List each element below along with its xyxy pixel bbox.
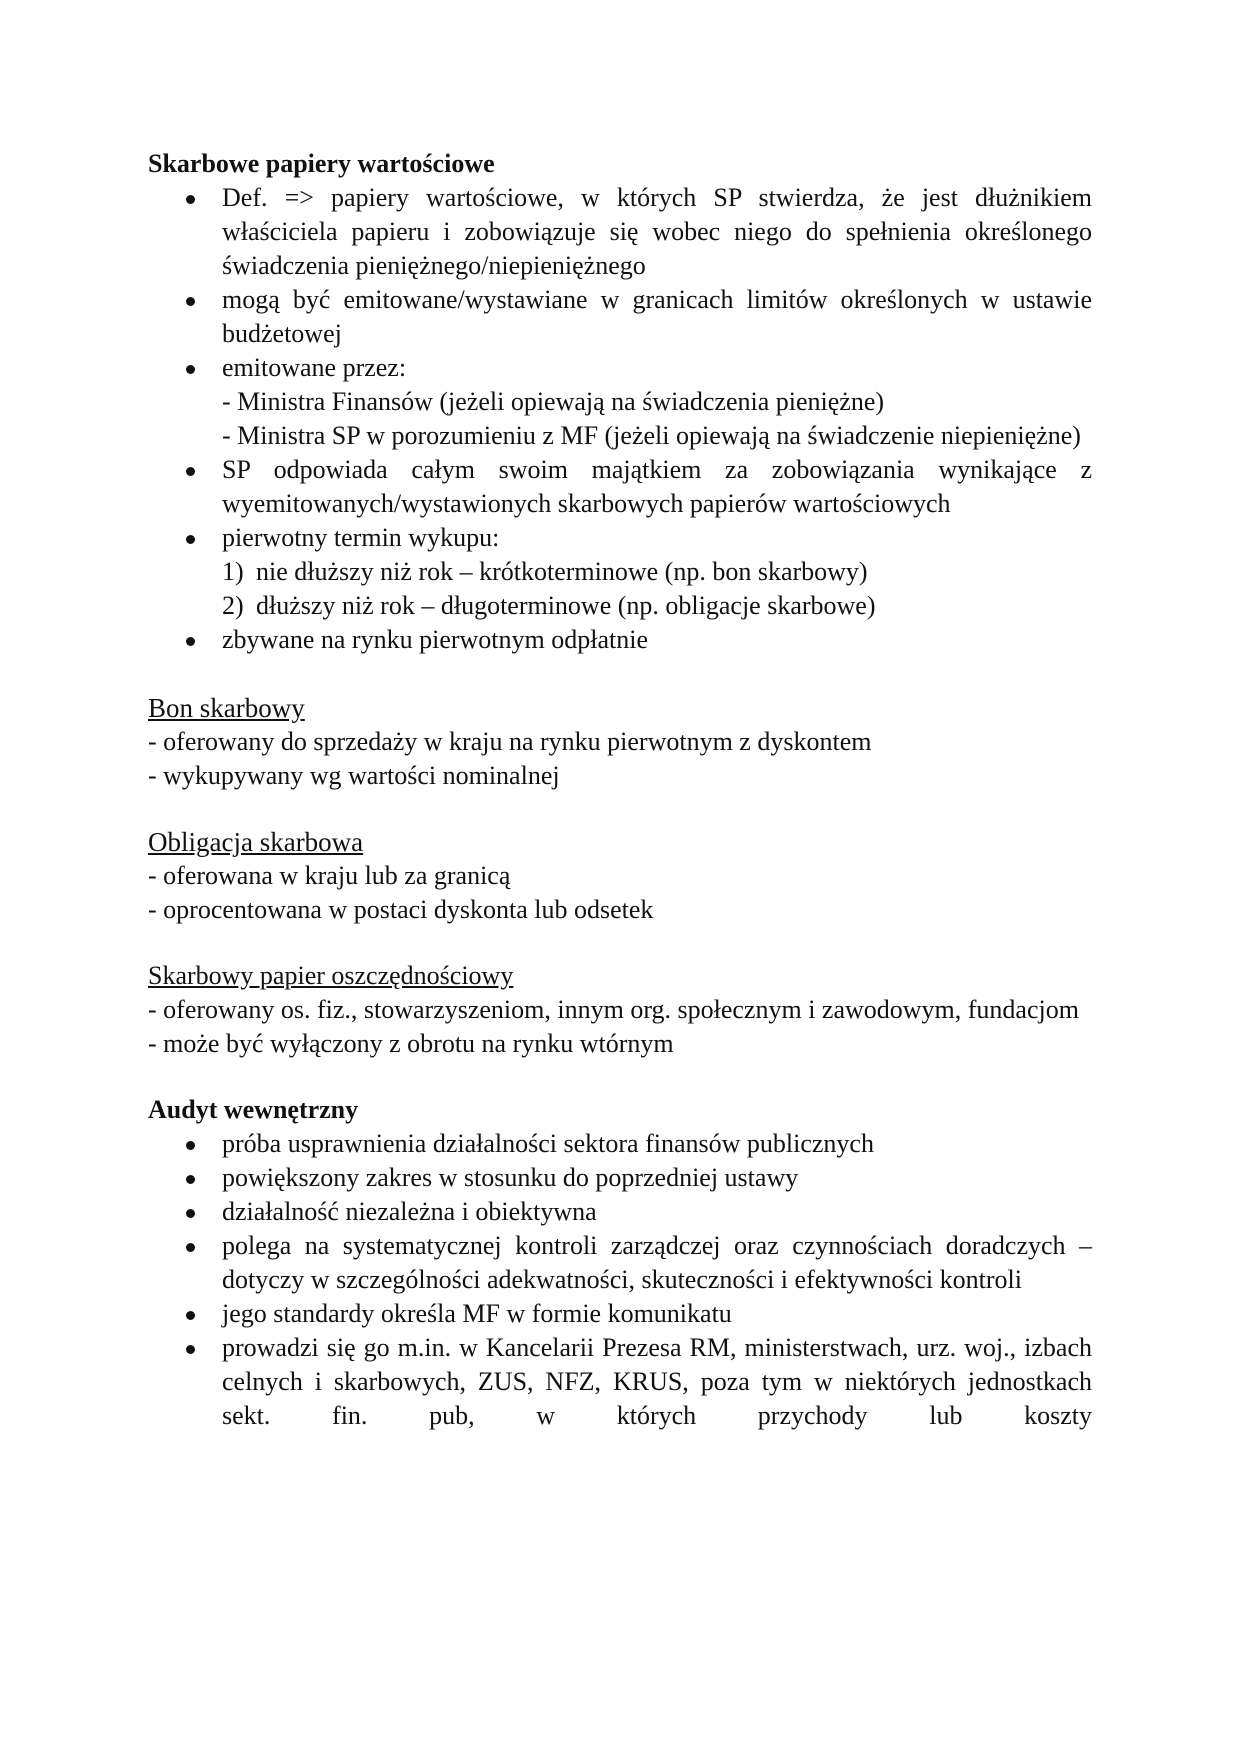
bullet-icon [186, 1243, 195, 1252]
list-item: polega na systematycznej kontroli zarządczej oraz czynnościach doradczych – dotyczy w szczególności adekwatności, skuteczności i efektywności kontroli [148, 1229, 1092, 1297]
list-item: działalność niezależna i obiektywna [148, 1195, 1092, 1229]
section-title-bon: Bon skarbowy [148, 693, 305, 723]
list-item: Def. => papiery wartościowe, w których SP stwierdza, że jest dłużnikiem właściciela papieru i zobowiązuje się wobec niego do spełnienia określonego świadczenia pieniężnego/niepieniężnego [148, 181, 1092, 283]
section-title-skarbowe: Skarbowe papiery wartościowe [148, 149, 495, 178]
bullet-icon [186, 365, 195, 374]
bullet-icon [186, 1209, 195, 1218]
list-item: jego standardy określa MF w formie komunikatu [148, 1297, 1092, 1331]
bullet-icon [186, 467, 195, 476]
text-line: - może być wyłączony z obrotu na rynku wtórnym [148, 1029, 674, 1058]
bullet-list-skarbowe [148, 181, 1092, 657]
section-title-obligacja: Obligacja skarbowa [148, 827, 364, 857]
list-item: zbywane na rynku pierwotnym odpłatnie [148, 623, 1092, 657]
text-line: - oferowany do sprzedaży w kraju na rynku pierwotnym z dyskontem [148, 727, 872, 756]
list-item: powiększony zakres w stosunku do poprzedniej ustawy [148, 1161, 1092, 1195]
text-line: - wykupywany wg wartości nominalnej [148, 761, 560, 790]
text-line: - oferowana w kraju lub za granicą [148, 861, 511, 890]
bullet-icon [186, 297, 195, 306]
bullet-icon [186, 1311, 195, 1320]
document-body [148, 147, 1092, 1433]
section-title-audyt: Audyt wewnętrzny [148, 1095, 359, 1124]
bullet-icon [186, 195, 195, 204]
sub-line: - Ministra Finansów (jeżeli opiewają na świadczenia pieniężne) [222, 387, 885, 416]
section-title-oszczednosciowy: Skarbowy papier oszczędnościowy [148, 961, 514, 990]
list-item: próba usprawnienia działalności sektora finansów publicznych [148, 1127, 1092, 1161]
bullet-icon [186, 1175, 195, 1184]
list-item: SP odpowiada całym swoim majątkiem za zobowiązania wynikające z wyemitowanych/wystawionych skarbowych papierów wartościowych [148, 453, 1092, 521]
bullet-list-audyt [148, 1127, 1092, 1433]
list-item: pierwotny termin wykupu: 1) nie dłuższy niż rok – krótkoterminowe (np. bon skarbowy) 2) dłuższy niż rok – długoterminowe (np. obligacje skarbowe) [148, 521, 1092, 623]
bullet-icon [186, 1345, 195, 1354]
bullet-icon [186, 535, 195, 544]
text-line: - oferowany os. fiz., stowarzyszeniom, innym org. społecznym i zawodowym, fundacjom [148, 995, 1079, 1024]
sub-line: - Ministra SP w porozumieniu z MF (jeżeli opiewają na świadczenie niepieniężne) [222, 421, 1081, 450]
numbered-line: 1) nie dłuższy niż rok – krótkoterminowe (np. bon skarbowy) [222, 557, 868, 586]
bullet-icon [186, 1141, 195, 1150]
list-item: emitowane przez: - Ministra Finansów (jeżeli opiewają na świadczenia pieniężne) - Ministra SP w porozumieniu z MF (jeżeli opiewają na świadczenie niepieniężne) [148, 351, 1092, 453]
list-item: mogą być emitowane/wystawiane w granicach limitów określonych w ustawie budżetowej [148, 283, 1092, 351]
numbered-line: 2) dłuższy niż rok – długoterminowe (np. obligacje skarbowe) [222, 591, 876, 620]
text-line: - oprocentowana w postaci dyskonta lub odsetek [148, 895, 654, 924]
bullet-icon [186, 637, 195, 646]
list-item: prowadzi się go m.in. w Kancelarii Prezesa RM, ministerstwach, urz. woj., izbach celnych i skarbowych, ZUS, NFZ, KRUS, poza tym w niektórych jednostkach sekt. fin. pub, w których przychody lub koszty [148, 1331, 1092, 1433]
